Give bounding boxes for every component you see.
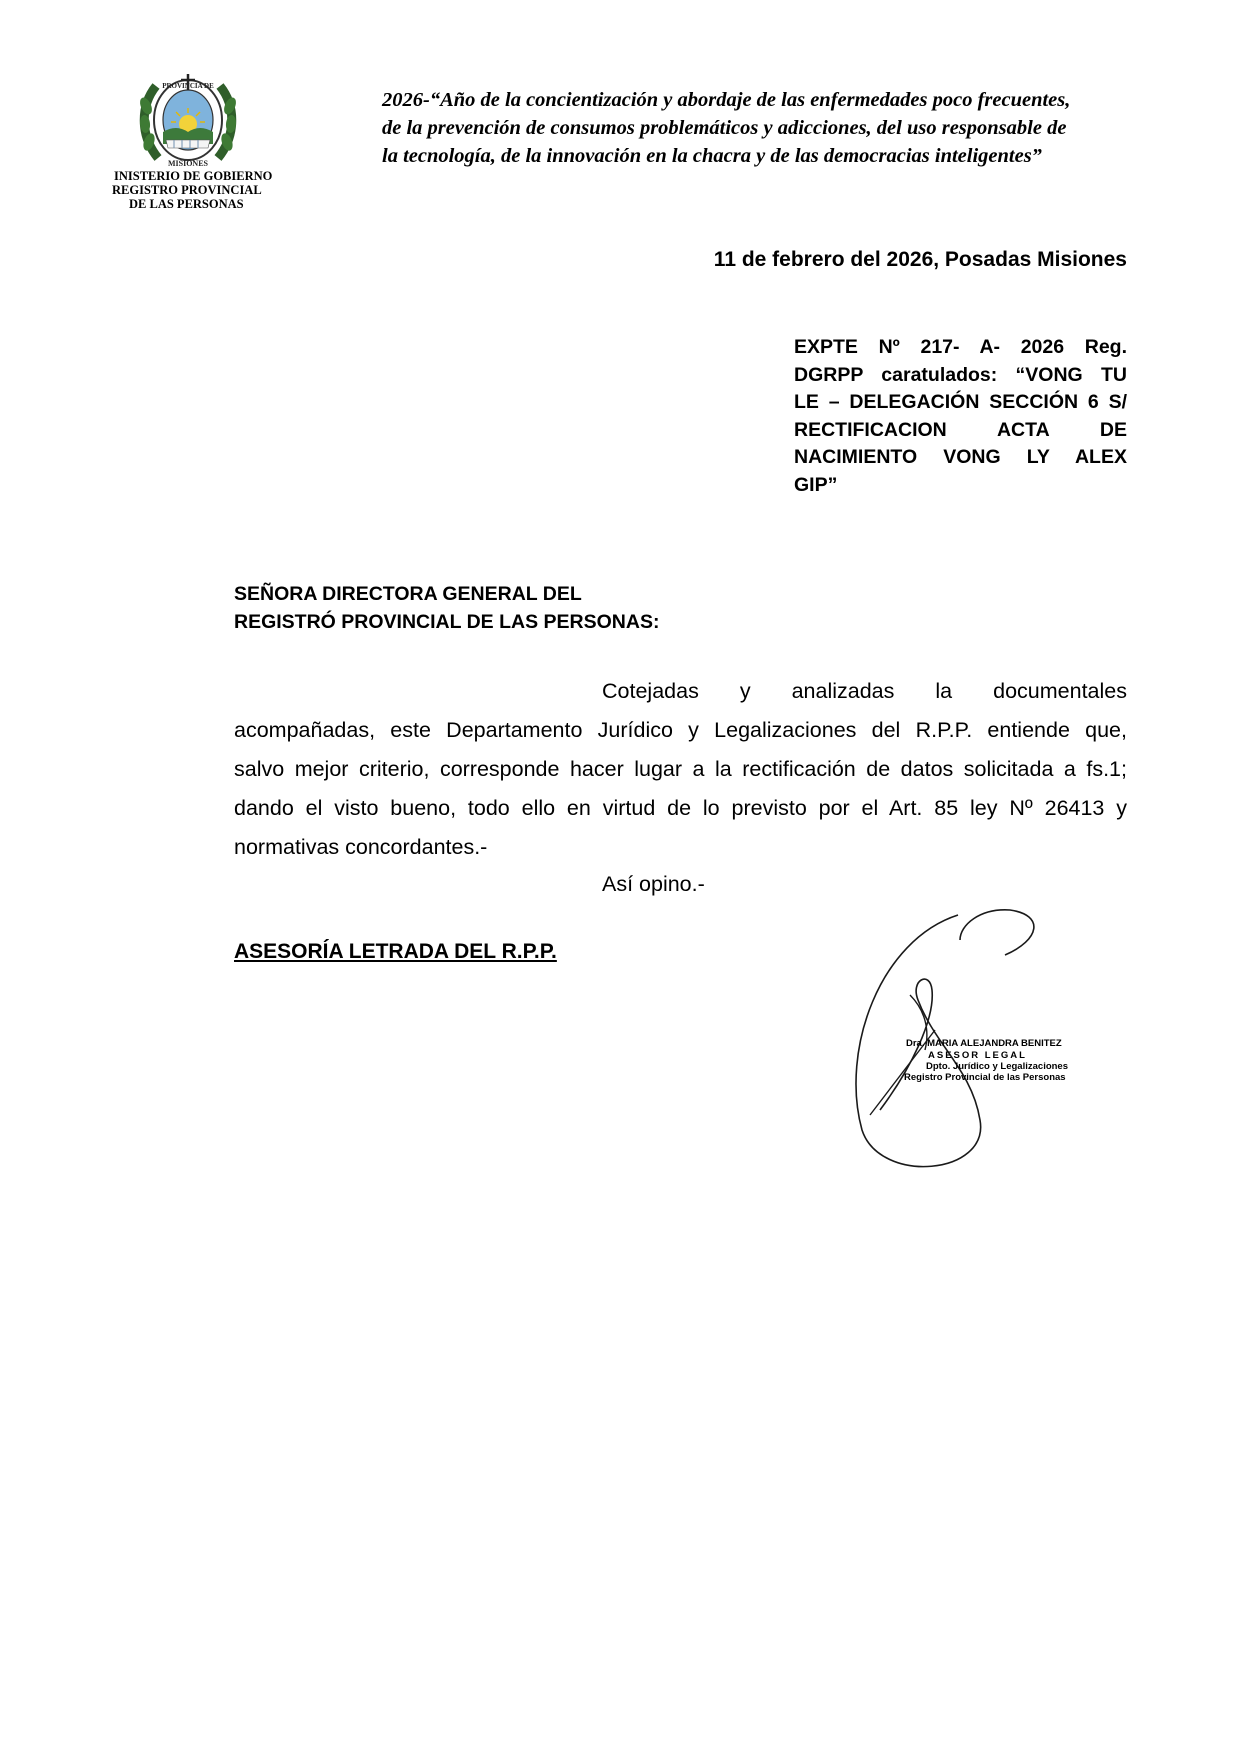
- seal-text-top: PROVINCIA DE: [162, 82, 214, 90]
- signature-stamp-line-3: Dpto. Jurídico y Legalizaciones: [926, 1061, 1069, 1072]
- office-signature-title: ASESORÍA LETRADA DEL R.P.P.: [234, 940, 557, 963]
- ministry-line-2: REGISTRO PROVINCIAL: [112, 183, 262, 197]
- expediente-line-1: EXPTE Nº 217- A- 2026 Reg.: [794, 336, 1127, 358]
- expediente-line-6: GIP”: [794, 473, 838, 496]
- signature-stamp-line-1: Dra. MARIA ALEJANDRA BENITEZ: [906, 1038, 1062, 1049]
- body-paragraph: [234, 672, 1127, 867]
- ministry-line-3: DE LAS PERSONAS: [129, 197, 244, 211]
- date-line: 11 de febrero del 2026, Posadas Misiones: [713, 248, 1127, 271]
- body-line-3: salvo mejor criterio, corresponde hacer lugar a la rectificación de datos solicitada a fs.1;: [234, 757, 1127, 781]
- addressee: [234, 580, 659, 636]
- expediente-line-4: RECTIFICACION ACTA DE: [794, 418, 1127, 441]
- motto-line-1: 2026-“Año de la concientización y abordaje de las enfermedades poco frecuentes,: [382, 89, 1071, 111]
- addressee-line-2: REGISTRÓ PROVINCIAL DE LAS PERSONAS:: [234, 611, 660, 633]
- signature-stamp-line-4: Registro Provincial de las Personas: [904, 1072, 1066, 1083]
- expediente-reference: [794, 334, 1127, 499]
- signature-stamp-line-2: ASESOR LEGAL: [928, 1050, 1027, 1061]
- motto-line-2: de la prevención de consumos problemáticos y adicciones, del uso responsable de: [382, 117, 1067, 139]
- provincial-seal-logo: [136, 66, 240, 172]
- ministry-line-1: INISTERIO DE GOBIERNO: [114, 169, 273, 183]
- seal-text-bottom: MISIONES: [167, 159, 209, 168]
- expediente-line-5: NACIMIENTO VONG LY ALEX: [794, 446, 1127, 468]
- motto-line-3: la tecnología, de la innovación en la chacra y de las democracias inteligentes”: [382, 145, 1042, 167]
- body-line-4: dando el visto bueno, todo ello en virtud de lo previsto por el Art. 85 ley Nº 26413 y: [234, 796, 1127, 820]
- expediente-line-2: DGRPP caratulados: “VONG TU: [794, 363, 1127, 386]
- body-line-1: Cotejadas y analizadas la documentales: [602, 679, 1127, 703]
- addressee-line-1: SEÑORA DIRECTORA GENERAL DEL: [234, 583, 582, 605]
- body-line-5: normativas concordantes.-: [234, 835, 488, 859]
- expediente-line-3: LE – DELEGACIÓN SECCIÓN 6 S/: [794, 391, 1127, 413]
- body-line-2: acompañadas, este Departamento Jurídico y Legalizaciones del R.P.P. entiende que,: [234, 718, 1127, 742]
- year-motto: [382, 86, 1162, 170]
- closing-phrase: Así opino.-: [602, 872, 705, 896]
